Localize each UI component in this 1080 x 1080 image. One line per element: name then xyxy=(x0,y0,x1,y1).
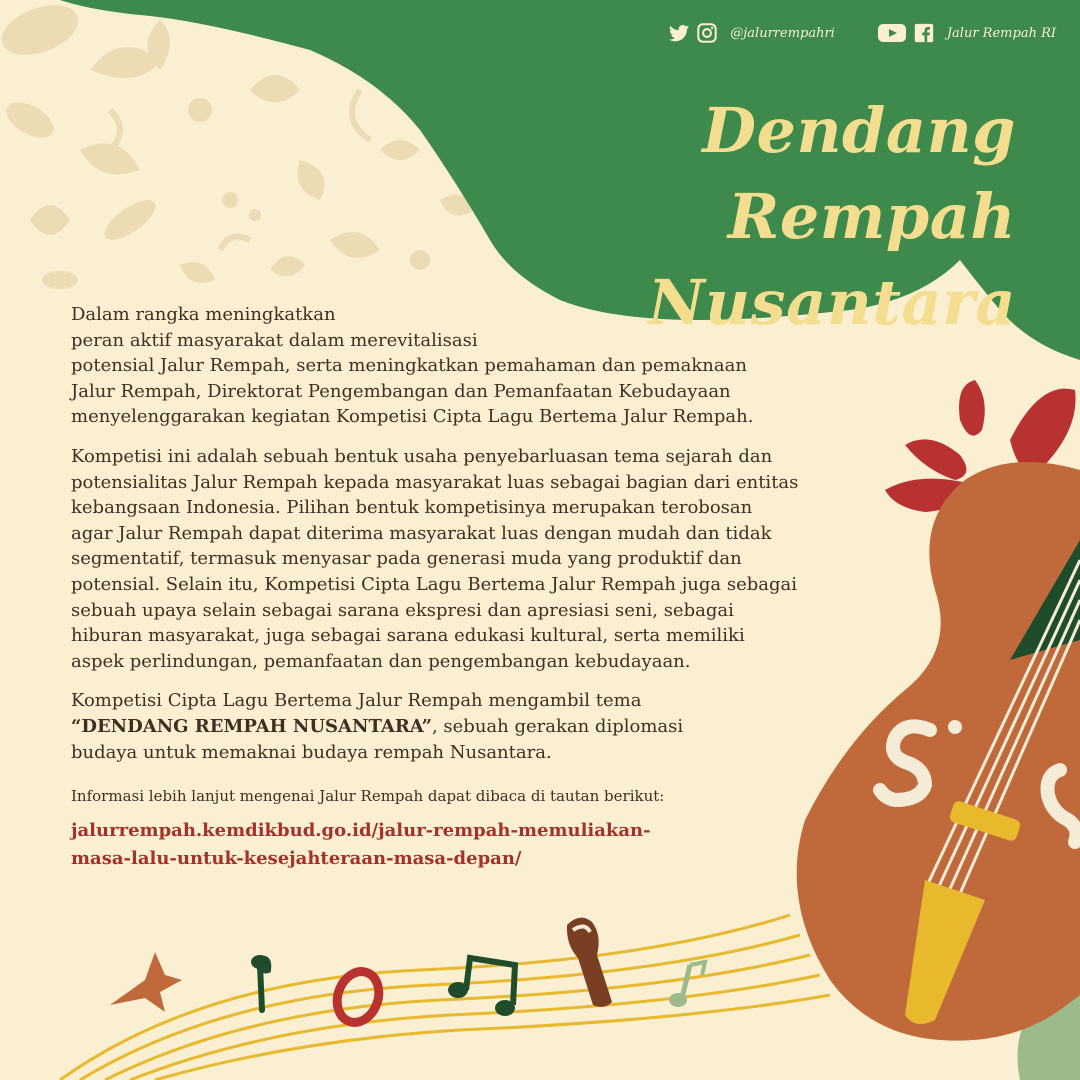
p1-line: potensial Jalur Rempah, serta meningkatkan pemahaman dan pemaknaan xyxy=(71,355,747,377)
article-body xyxy=(71,302,871,873)
p1-line: peran aktif masyarakat dalam merevitalisasi xyxy=(71,329,478,351)
link-line[interactable]: masa-lalu-untuk-kesejahteraan-masa-depan/ xyxy=(71,848,522,870)
star-shape xyxy=(110,952,182,1012)
music-note-2 xyxy=(330,966,385,1029)
p2-line: agar Jalur Rempah dapat diterima masyarakat luas dengan mudah dan tidak xyxy=(71,522,772,544)
p2-line: aspek perlindungan, pemanfaatan dan pengembangan kebudayaan. xyxy=(71,650,691,672)
p3-line: Kompetisi Cipta Lagu Bertema Jalur Rempah mengambil tema xyxy=(71,690,642,712)
page-name[interactable]: Jalur Rempah RI xyxy=(946,25,1056,41)
paragraph-2 xyxy=(71,444,871,674)
article-link[interactable] xyxy=(71,817,871,873)
info-text: Informasi lebih lanjut mengenai Jalur Rempah dapat dibaca di tautan berikut: xyxy=(71,787,665,806)
theme-name: “DENDANG REMPAH NUSANTARA” xyxy=(71,715,432,737)
p3-line: budaya untuk memaknai budaya rempah Nusantara. xyxy=(71,741,552,763)
p1-line: menyelenggarakan kegiatan Kompetisi Cipta Lagu Bertema Jalur Rempah. xyxy=(71,406,754,428)
p2-line: sebuah upaya selain sebagai sarana ekspresi dan apresiasi seni, sebagai xyxy=(71,599,734,621)
link-line[interactable]: jalurrempah.kemdikbud.go.id/jalur-rempah-memuliakan- xyxy=(71,820,651,842)
p2-line: kebangsaan Indonesia. Pilihan bentuk kompetisinya merupakan terobosan xyxy=(71,497,753,519)
title-line-2: Nusantara xyxy=(647,266,1016,339)
title-line-1: Dendang Rempah xyxy=(702,94,1016,253)
p2-line: potensialitas Jalur Rempah kepada masyarakat luas sebagai bagian dari entitas xyxy=(71,471,799,493)
p1-line: Dalam rangka meningkatkan xyxy=(71,304,336,325)
p3-line-rest: , sebuah gerakan diplomasi xyxy=(431,715,684,737)
p2-line: Kompetisi ini adalah sebuah bentuk usaha penyebarluasan tema sejarah dan xyxy=(71,445,773,467)
paragraph-1 xyxy=(71,302,871,430)
p2-line: potensial. Selain itu, Kompetisi Cipta Lagu Bertema Jalur Rempah juga sebagai xyxy=(71,573,798,595)
paragraph-3 xyxy=(71,688,871,765)
p2-line: segmentatif, termasuk menyasar pada generasi muda yang produktif dan xyxy=(71,548,742,570)
social-handle[interactable]: @jalurrempahri xyxy=(730,25,835,41)
p2-line: hiburan masyarakat, juga sebagai sarana edukasi kultural, serta memiliki xyxy=(71,625,745,647)
music-note-1 xyxy=(251,955,269,1010)
p1-line: Jalur Rempah, Direktorat Pengembangan dan Pemanfaatan Kebudayaan xyxy=(71,380,731,402)
music-note-4 xyxy=(669,962,705,1007)
p3-line xyxy=(71,714,871,740)
